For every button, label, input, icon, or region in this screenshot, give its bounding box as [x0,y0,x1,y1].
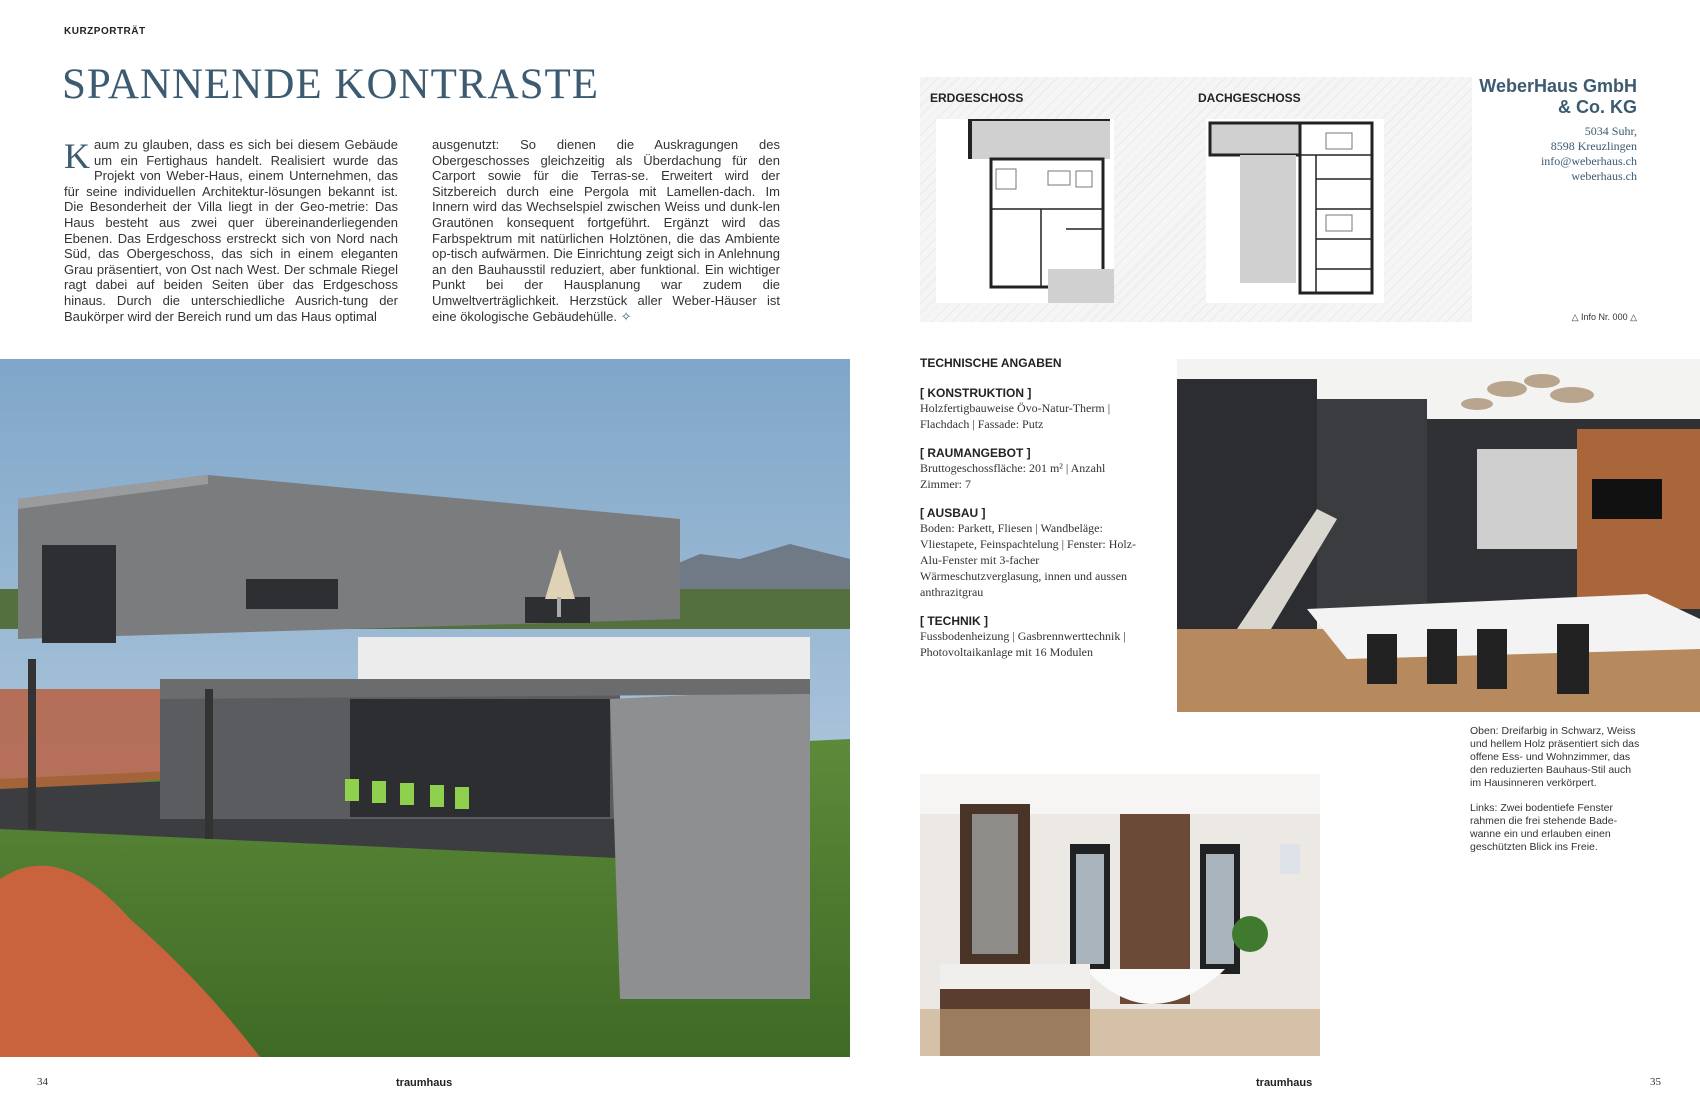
spec-section-finishing [920,506,1140,600]
floor-plans-panel [920,77,1472,322]
company-info [1479,76,1637,184]
ground-floor-plan [936,119,1114,303]
magazine-brand-left: traumhaus [396,1077,453,1089]
spec-heading: [ KONSTRUKTION ] [920,386,1032,400]
magazine-brand-right: traumhaus [1256,1077,1313,1089]
page-number-left: 34 [37,1076,48,1088]
spec-body: Holzfertigbauweise Övo-Natur-Therm | Flachdach | Fassade: Putz [920,401,1111,431]
bathroom-photo [920,774,1320,1056]
upper-floor-label: DACHGESCHOSS [1198,91,1301,105]
spec-section-rooms [920,446,1140,492]
article-text-2: ausgenutzt: So dienen die Auskragungen des Obergeschosses gleichzeitig als Überdachung für den Carport sowie für die Terras-se. Erweitert wird der Sitzbereich durch eine Pergola mit Lamellen-dach. Im Innern wird das Wechselspiel zwischen Weiss und dunk-len Grautönen konsequent fortgeführt. Ergänzt wird das Farbspektrum mit natürlichen Holztönen, die das Ambiente op-tisch aufwärmen. Die Einrichtung zeigt sich in Anlehnung an den Bauhausstil reduziert, aber funktional. Ein wichtiger Punkt bei der Hausplanung war zudem die Umweltverträglichkeit. Herzstück aller Weber-Häuser ist eine ökologische Gebäudehülle. [432,137,780,324]
spec-body: Boden: Parkett, Fliesen | Wandbeläge: Vliestapete, Feinspachtelung | Fenster: Holz-Alu-Fenster mit 3-facher Wärmeschutzverglasung, innen und aussen anthrazitgrau [920,521,1137,599]
article-column-1 [64,137,398,324]
spec-heading: [ AUSBAU ] [920,506,986,520]
page-title: SPANNENDE KONTRASTE [62,61,600,108]
company-website-link[interactable]: weberhaus.ch [1571,169,1637,183]
company-name-line2: & Co. KG [1558,97,1637,117]
page-number-right: 35 [1650,1076,1661,1088]
end-mark-icon: ✧ [620,308,632,324]
caption-left: Links: Zwei bodentiefe Fenster rahmen die frei stehende Bade-wanne ein und erlauben einen geschützten Blick ins Freie. [1470,802,1618,853]
dining-room-photo [1177,359,1700,712]
article-column-2 [432,137,780,324]
tech-specs [920,372,1140,660]
exterior-house-photo [0,359,850,1057]
upper-floor-plan [1206,119,1384,303]
spec-heading: [ TECHNIK ] [920,614,988,628]
info-reference: △ Info Nr. 000 △ [1571,312,1637,322]
spec-section-technology [920,614,1140,660]
spec-body: Fussbodenheizung | Gasbrennwerttechnik | Photovoltaikanlage mit 16 Modulen [920,629,1126,659]
company-address-2: 8598 Kreuzlingen [1550,139,1637,153]
ground-floor-label: ERDGESCHOSS [930,91,1024,105]
tech-specs-title: TECHNISCHE ANGABEN [920,356,1062,370]
spec-heading: [ RAUMANGEBOT ] [920,446,1031,460]
company-email-link[interactable]: info@weberhaus.ch [1540,154,1637,168]
caption-top: Oben: Dreifarbig in Schwarz, Weiss und hellem Holz präsentiert sich das offene Ess- und Wohnzimmer, das den reduzierten Bauhaus-Stil auch im Hausinneren verkörpert. [1470,725,1640,789]
section-kicker: KURZPORTRÄT [64,26,146,37]
spec-section-construction [920,386,1140,432]
article-text-1: aum zu glauben, dass es sich bei diesem Gebäude um ein Fertighaus handelt. Realisiert wurde das Projekt von Weber-Haus, einem Unternehmen, das für seine individuellen Architektur-lösungen bekannt ist. Die Besonderheit der Villa liegt in der Geo-metrie: Das Haus besteht aus zwei quer übereinanderliegenden Ebenen. Das Erdgeschoss erstreckt sich von Nord nach Süd, das Obergeschoss, das sich in einem eleganten Grau präsentiert, von Ost nach West. Der schmale Riegel ragt dabei auf beiden Seiten über das Erdgeschoss hinaus. Durch die unterschiedliche Ausrich-tung der Baukörper wird der Bereich rund um das Haus optimal [64,137,398,324]
company-name-line1: WeberHaus GmbH [1479,76,1637,96]
photo-captions [1470,725,1640,866]
company-address-1: 5034 Suhr, [1584,124,1637,138]
spec-body: Bruttogeschossfläche: 201 m² | Anzahl Zimmer: 7 [920,461,1106,491]
dropcap: K [64,136,90,176]
